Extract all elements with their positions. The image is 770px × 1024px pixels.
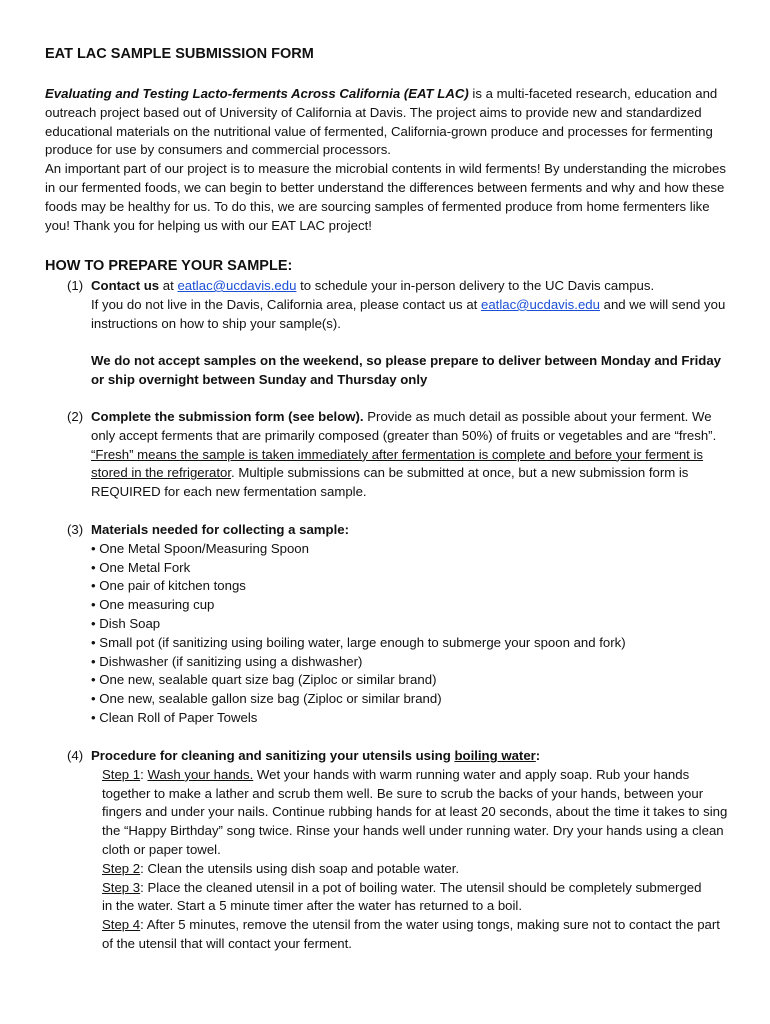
step-1: [45, 277, 735, 390]
list-item: • One new, sealable gallon size bag (Ziploc or similar brand): [91, 691, 442, 707]
text: Procedure for cleaning and sanitizing your utensils using: [91, 748, 455, 763]
list-item: • One pair of kitchen tongs: [91, 578, 246, 594]
text: . Multiple submissions can be submitted at once, but a new submission form is REQUIRED for each new fermentation sample.: [91, 465, 689, 500]
email-link[interactable]: eatlac@ucdavis.edu: [177, 278, 297, 293]
fresh-definition: “Fresh” means the sample is taken immediately after fermentation is complete and before your ferment is stored in the refrigerator: [91, 446, 704, 481]
list-item: • One Metal Fork: [91, 559, 191, 575]
list-item: • One Metal Spoon/Measuring Spoon: [91, 540, 309, 556]
submission-form-label: Complete the submission form (see below).: [91, 409, 364, 424]
intro-text: is a multi-faceted research, education and outreach project based out of University of California at Davis. The project aims to provide new and standardized educational materials on the nutritional value of fermented, California-grown produce and processes for fermenting produce for use by consumers and commercial processors.: [45, 86, 718, 158]
intro-section: [45, 85, 735, 235]
step-1-line-1: [91, 277, 735, 296]
step-number: (2): [67, 409, 84, 424]
project-name: Evaluating and Testing Lacto-ferments Across California (EAT LAC): [45, 86, 469, 101]
text: at: [159, 278, 178, 293]
text: :: [535, 748, 541, 763]
procedure-step-4: [102, 916, 734, 954]
list-item: • Clean Roll of Paper Towels: [91, 709, 258, 725]
section-heading: HOW TO PREPARE YOUR SAMPLE:: [45, 258, 293, 274]
step-label: Step 4: [102, 917, 141, 933]
step-1-line-2: [91, 296, 741, 334]
contact-us-label: Contact us: [91, 278, 160, 293]
wash-hands-label: Wash your hands.: [147, 766, 254, 782]
intro-paragraph-2: An important part of our project is to measure the microbial contents in wild ferments! By understanding the microbes in our fermented foods, we can begin to better understand the differences between ferments and why and how these foods may be healthy for us. To do this, we are sourcing samples of fermented produce from home fermenters like you! Thank you for helping us with our EAT LAC project!: [45, 161, 726, 233]
boiling-water-label: boiling water: [454, 748, 536, 763]
list-item: • Small pot (if sanitizing using boiling water, large enough to submerge your spoon and fork): [91, 634, 626, 650]
step-label: Step 1: [102, 766, 141, 782]
text: : Clean the utensils using dish soap and potable water.: [140, 860, 460, 876]
text: Wet your hands with warm running water and apply soap. Rub your hands together to make a lather and scrub them well. Be sure to scrub the backs of your hands, between your fingers and under your nails. Continue rubbing hands for at least 20 seconds, about the time it takes to sing the “Happy Birthday” song twice. Rinse your hands well under running water. Dry your hands using a clean cloth or paper towel.: [102, 766, 728, 857]
materials-heading: Materials needed for collecting a sample:: [91, 522, 349, 537]
list-item: • One new, sealable quart size bag (Ziploc or similar brand): [91, 672, 437, 688]
procedure-step-2: [102, 860, 730, 879]
procedure-step-1: Step 1: Wash your hands. Wet your hands with warm running water and apply soap. Rub your hands together to make a lather and scrub them well. Be sure to scrub the backs of your hands, between your fingers and under your nails. Continue rubbing hands for at least 20 seconds, about the time it takes to sing the “Happy Birthday” song twice. Rinse your hands well under running water. Dry your hands using a clean cloth or paper towel.: [102, 766, 728, 857]
intro-paragraph-1: [45, 85, 735, 160]
text: : After 5 minutes, remove the utensil from the water using tongs, making sure not to contact the part of the utensil that will contact your ferment.: [102, 917, 720, 951]
step-4: [45, 747, 735, 954]
text: to schedule your in-person delivery to the UC Davis campus.: [296, 278, 655, 293]
materials-list: [91, 540, 735, 728]
list-item: • Dish Soap: [91, 615, 161, 631]
list-item: • Dishwasher (if sanitizing using a dishwasher): [91, 653, 363, 669]
step-2: [45, 408, 735, 502]
procedure-heading: [91, 747, 735, 766]
step-number: (4): [67, 748, 84, 763]
step-label: Step 3: [102, 879, 141, 895]
procedure-step-3: [102, 879, 702, 917]
step-2-text: [91, 408, 733, 502]
page-title: EAT LAC SAMPLE SUBMISSION FORM: [45, 46, 314, 62]
weekend-notice: We do not accept samples on the weekend, so please prepare to deliver between Monday and Friday or ship overnight between Sunday and Thursday only: [91, 353, 721, 387]
text: and we will send you instructions on how to ship your sample(s).: [91, 296, 726, 331]
step-number: (3): [67, 522, 84, 537]
text: Provide as much detail as possible about your ferment. We only accept ferments that are primarily composed (greater than 50%) of fruits or vegetables and are “fresh”.: [91, 409, 717, 443]
step-number: (1): [67, 278, 84, 293]
step-label: Step 2: [102, 860, 141, 876]
text: : Place the cleaned utensil in a pot of boiling water. The utensil should be completely submerged in the water. Start a 5 minute timer after the water has returned to a boil.: [102, 879, 702, 914]
list-item: • One measuring cup: [91, 597, 215, 613]
step-3: [45, 521, 735, 728]
email-link-2[interactable]: eatlac@ucdavis.edu: [480, 296, 600, 312]
text: If you do not live in the Davis, California area, please contact us at: [91, 296, 481, 312]
